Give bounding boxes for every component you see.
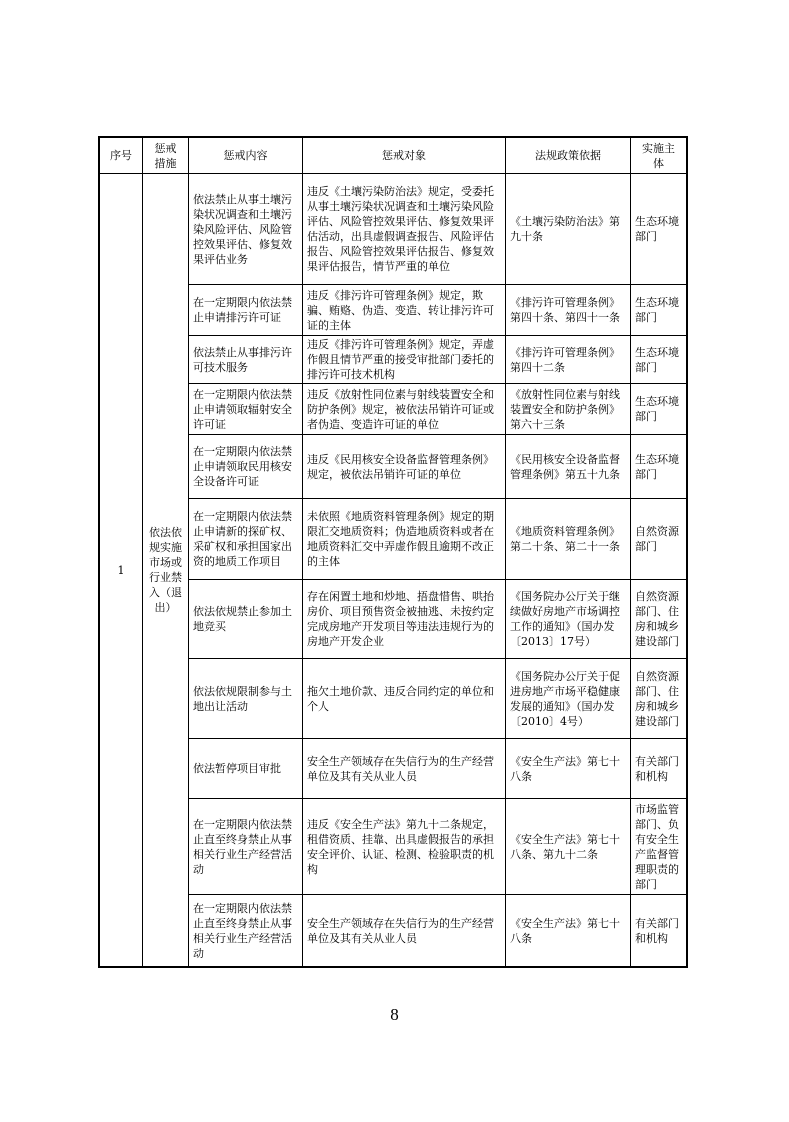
target-cell: 存在闲置土地和炒地、捂盘惜售、哄抬房价、项目预售资金被抽逃、未按约定完成房地产开发项目等违法违规行为的房地产开发企业 [303,580,506,659]
header-content: 惩戒内容 [189,138,303,174]
measure-cell: 依法依规实施市场或行业禁入（退出） [143,174,189,967]
content-cell: 在一定期限内依法禁止申请领取民用核安全设备许可证 [189,435,303,499]
content-cell: 在一定期限内依法禁止申请排污许可证 [189,285,303,336]
body-cell: 生态环境部门 [631,174,687,285]
basis-cell: 《放射性同位素与射线装置安全和防护条例》第六十三条 [506,384,631,435]
body-cell: 生态环境部门 [631,384,687,435]
body-cell: 自然资源部门、住房和城乡建设部门 [631,659,687,739]
target-cell: 未依照《地质资料管理条例》规定的期限汇交地质资料；伪造地质资料或者在地质资料汇交中弄虚作假且逾期不改正的主体 [303,499,506,580]
content-cell: 依法禁止从事排污许可技术服务 [189,336,303,384]
body-cell: 生态环境部门 [631,435,687,499]
content-cell: 在一定期限内依法禁止申请领取辐射安全许可证 [189,384,303,435]
content-cell: 在一定期限内依法禁止申请新的探矿权、采矿权和承担国家出资的地质工作项目 [189,499,303,580]
punishment-table [99,137,687,967]
basis-cell: 《排污许可管理条例》第四十二条 [506,336,631,384]
basis-cell: 《土壤污染防治法》第九十条 [506,174,631,285]
target-cell: 违反《安全生产法》第九十二条规定，租借资质、挂靠、出具虚假报告的承担安全评价、认证、检测、检验职责的机构 [303,799,506,895]
table-row [100,739,687,799]
basis-cell: 《安全生产法》第七十八条 [506,895,631,967]
table-row [100,435,687,499]
body-cell: 有关部门和机构 [631,739,687,799]
basis-cell: 《排污许可管理条例》第四十条、第四十一条 [506,285,631,336]
basis-cell: 《地质资料管理条例》第二十条、第二十一条 [506,499,631,580]
table-row [100,895,687,967]
header-body: 实施主体 [631,138,687,174]
table-row [100,336,687,384]
header-target: 惩戒对象 [303,138,506,174]
target-cell: 违反《排污许可管理条例》规定，弄虚作假且情节严重的接受审批部门委托的排污许可技术机构 [303,336,506,384]
table-row [100,580,687,659]
body-cell: 自然资源部门 [631,499,687,580]
body-cell: 生态环境部门 [631,285,687,336]
basis-cell: 《国务院办公厅关于促进房地产市场平稳健康发展的通知》（国办发〔2010〕4号） [506,659,631,739]
target-cell: 安全生产领域存在失信行为的生产经营单位及其有关从业人员 [303,895,506,967]
body-cell: 市场监管部门、负有安全生产监督管理职责的部门 [631,799,687,895]
target-cell: 违反《民用核安全设备监督管理条例》规定，被依法吊销许可证的单位 [303,435,506,499]
target-cell: 安全生产领域存在失信行为的生产经营单位及其有关从业人员 [303,739,506,799]
seq-cell: 1 [100,174,143,967]
table-row [100,285,687,336]
content-cell: 依法暂停项目审批 [189,739,303,799]
table-row [100,174,687,285]
header-basis: 法规政策依据 [506,138,631,174]
target-cell: 拖欠土地价款、违反合同约定的单位和个人 [303,659,506,739]
basis-cell: 《安全生产法》第七十八条 [506,739,631,799]
basis-cell: 《民用核安全设备监督管理条例》第五十九条 [506,435,631,499]
basis-cell: 《安全生产法》第七十八条、第九十二条 [506,799,631,895]
page-number: 8 [390,1005,399,1024]
content-cell: 依法依规禁止参加土地竞买 [189,580,303,659]
table-row [100,799,687,895]
table-row [100,499,687,580]
table-row [100,384,687,435]
content-cell: 依法依规限制参与土地出让活动 [189,659,303,739]
target-cell: 违反《排污许可管理条例》规定，欺骗、贿赂、伪造、变造、转让排污许可证的主体 [303,285,506,336]
content-cell: 依法禁止从事土壤污染状况调查和土壤污染风险评估、风险管控效果评估、修复效果评估业务 [189,174,303,285]
body-cell: 自然资源部门、住房和城乡建设部门 [631,580,687,659]
basis-cell: 《国务院办公厅关于继续做好房地产市场调控工作的通知》（国办发〔2013〕17号） [506,580,631,659]
content-cell: 在一定期限内依法禁止直至终身禁止从事相关行业生产经营活动 [189,799,303,895]
target-cell: 违反《土壤污染防治法》规定，受委托从事土壤污染状况调查和土壤污染风险评估、风险管控效果评估、修复效果评估活动，出具虚假调查报告、风险评估报告、风险管控效果评估报告、修复效果评估报告，情节严重的单位 [303,174,506,285]
table-row [100,659,687,739]
body-cell: 有关部门和机构 [631,895,687,967]
target-cell: 违反《放射性同位素与射线装置安全和防护条例》规定，被依法吊销许可证或者伪造、变造许可证的单位 [303,384,506,435]
body-cell: 生态环境部门 [631,336,687,384]
header-measure: 惩戒措施 [143,138,189,174]
content-cell: 在一定期限内依法禁止直至终身禁止从事相关行业生产经营活动 [189,895,303,967]
table-header-row [100,138,687,174]
header-seq: 序号 [100,138,143,174]
